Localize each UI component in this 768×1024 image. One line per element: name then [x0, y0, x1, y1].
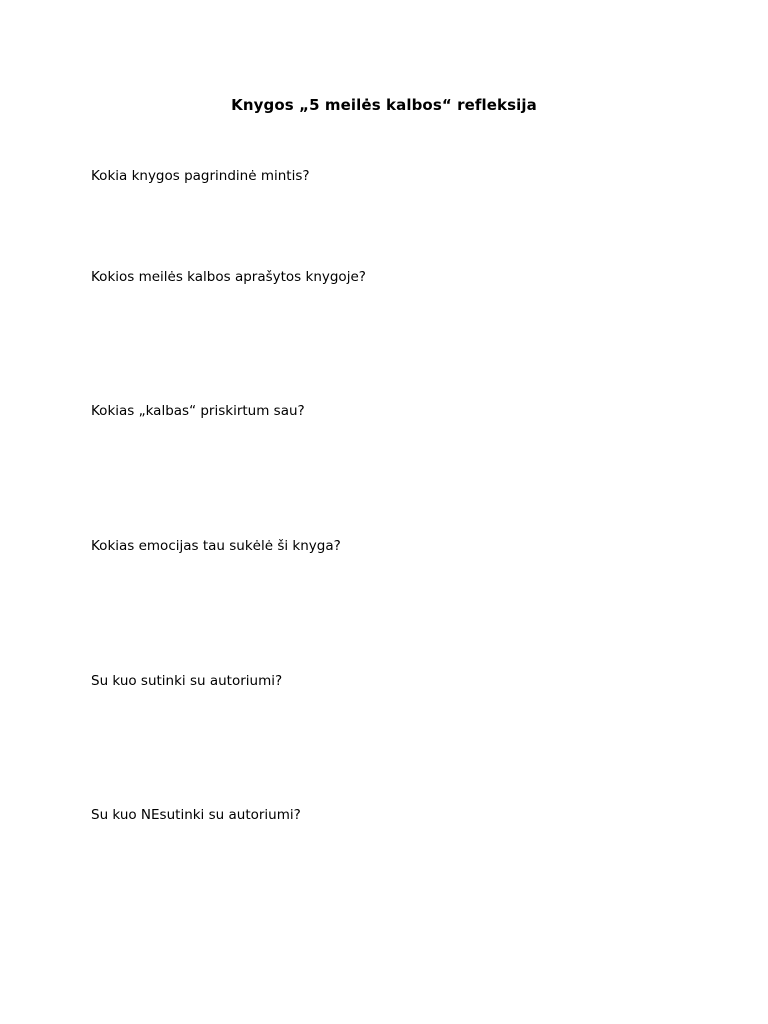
question-disagree: Su kuo NEsutinki su autoriumi? [91, 807, 301, 823]
question-love-languages: Kokios meilės kalbos aprašytos knygoje? [91, 269, 366, 285]
question-emotions: Kokias emocijas tau sukėlė ši knyga? [91, 538, 341, 554]
document-title: Knygos „5 meilės kalbos“ refleksija [231, 96, 537, 114]
question-agree: Su kuo sutinki su autoriumi? [91, 673, 283, 689]
question-main-idea: Kokia knygos pagrindinė mintis? [91, 168, 310, 184]
question-own-languages: Kokias „kalbas“ priskirtum sau? [91, 403, 305, 419]
